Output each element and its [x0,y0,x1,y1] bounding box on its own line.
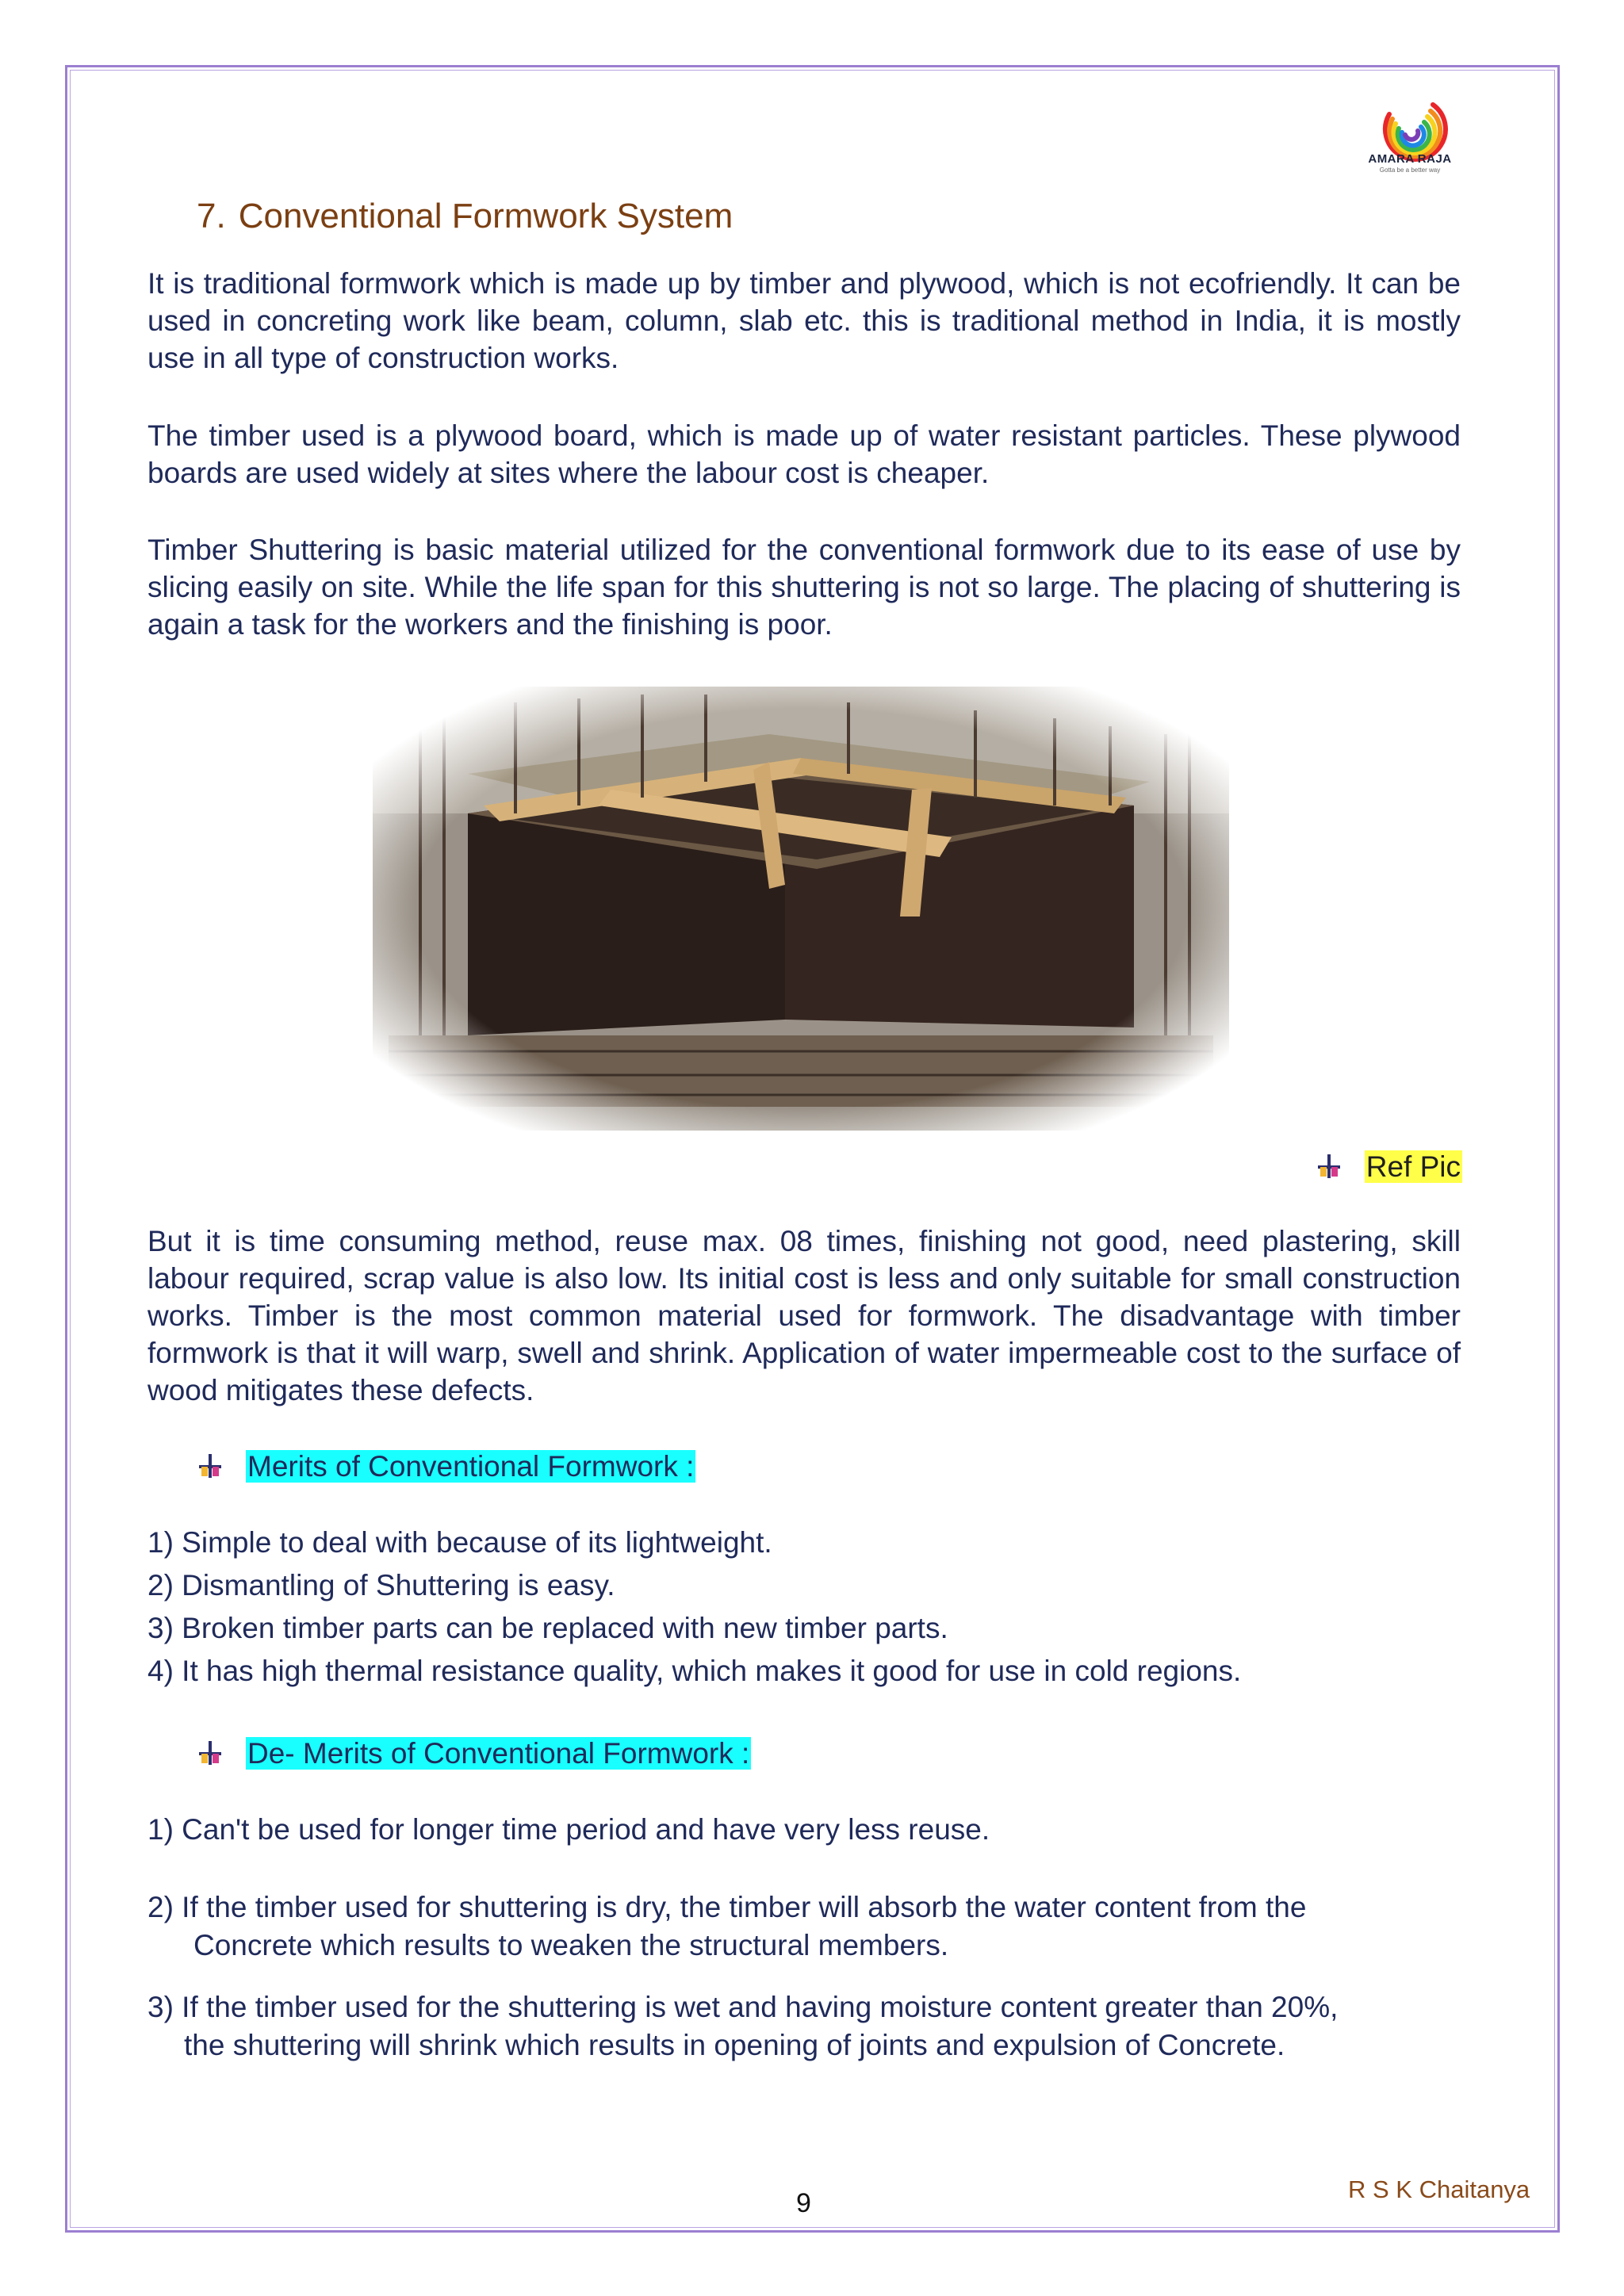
pushpin-bullet-icon [1316,1153,1342,1180]
pushpin-bullet-icon [197,1452,224,1479]
merit-item: 1) Simple to deal with because of its lightweight. [147,1526,772,1559]
section-number: 7. [197,197,226,235]
ref-pic-label: Ref Pic [1365,1150,1461,1183]
merit-item: 3) Broken timber parts can be replaced with new timber parts. [147,1612,948,1644]
merits-heading [197,1448,695,1485]
merit-item: 4) It has high thermal resistance quality, which makes it good for use in cold regions. [147,1655,1242,1687]
author-name: R S K Chaitanya [1348,2175,1530,2203]
logo-name: AMARA RAJA [1368,152,1452,166]
demerit-item-continuation: Concrete which results to weaken the structural members. [193,1929,949,1961]
section-title: Conventional Formwork System [238,197,733,235]
demerit-item: 2) If the timber used for shuttering is dry, the timber will absorb the water content from the [147,1891,1307,1923]
paragraph-disadvantages: But it is time consuming method, reuse max. 08 times, finishing not good, need plastering, skill labour required, scrap value is also low. Its initial cost is less and only suitable for small construction works. Timber is the most common material used for formwork. The disadvantage with timber formwork is that it will warp, swell and shrink. Application of water impermeable cost to the surface of wood mitigates these defects. [147,1225,1461,1406]
demerit-item: 3) If the timber used for the shuttering is wet and having moisture content greater than 20%, [147,1991,1339,2023]
paragraph-timber-shuttering: Timber Shuttering is basic material utilized for the conventional formwork due to its ease of use by slicing easily on site. While the life span for this shuttering is not so large. The placing of shuttering is again a task for the workers and the finishing is poor. [147,534,1461,641]
demerit-item: 1) Can't be used for longer time period and have very less reuse. [147,1813,990,1846]
section-heading [197,197,733,236]
merits-title: Merits of Conventional Formwork : [247,1450,695,1483]
logo-tagline: Gotta be a better way [1379,166,1441,174]
ref-pic-caption [1316,1148,1462,1185]
paragraph-intro: It is traditional formwork which is made up by timber and plywood, which is not ecofriendly. It can be used in concreting work like beam, column, slab etc. this is traditional method in India, it is mostly use in all type of construction works. [147,267,1461,374]
demerit-item-continuation: the shuttering will shrink which results in opening of joints and expulsion of Concrete. [184,2029,1285,2061]
paragraph-plywood: The timber used is a plywood board, which is made up of water resistant particles. These plywood boards are used widely at sites where the labour cost is cheaper. [147,419,1461,489]
pushpin-bullet-icon [197,1739,224,1766]
page-number: 9 [796,2188,811,2218]
formwork-photo [373,687,1229,1131]
demerits-title: De- Merits of Conventional Formwork : [247,1737,750,1770]
demerits-heading [197,1735,751,1772]
merit-item: 2) Dismantling of Shuttering is easy. [147,1569,615,1601]
